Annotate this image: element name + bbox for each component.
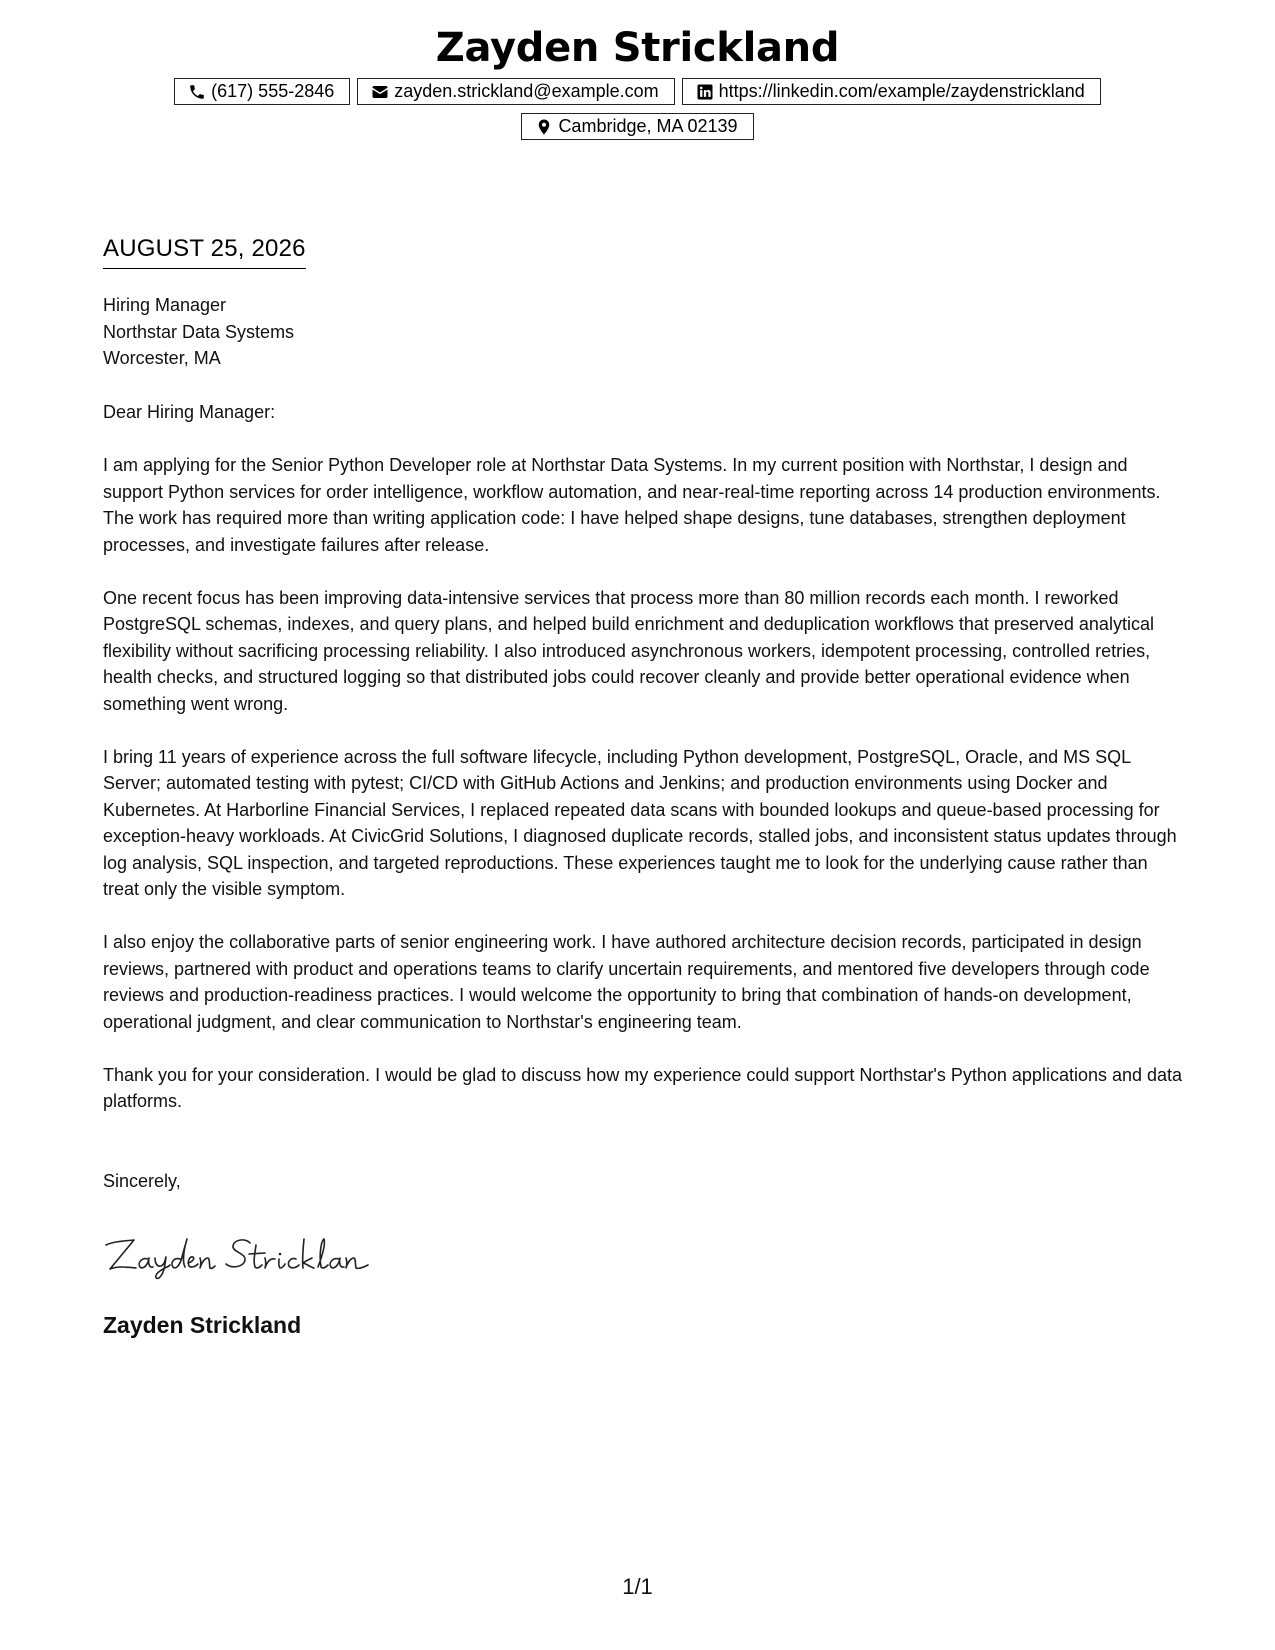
recipient-block — [103, 292, 294, 372]
handwritten-signature — [100, 1225, 380, 1283]
page-number: 1/1 — [622, 1574, 653, 1599]
body-paragraph-3: I bring 11 years of experience across the full software lifecycle, including Python development, PostgreSQL, Oracle, and MS SQL Server; automated testing with pytest; CI/CD with GitHub Actions and Jenkins; and production environments using Docker and Kubernetes. At Harborline Financial Services, I replaced repeated data scans with bounded lookups and queue-based processing for exception-heavy workloads. At CivicGrid Solutions, I diagnosed duplicate records, stalled jobs, and inconsistent status updates through log analysis, SQL inspection, and targeted reproductions. These experiences taught me to look for the underlying cause rather than treat only the visible symptom. — [103, 746, 1177, 899]
salutation: Dear Hiring Manager: — [103, 402, 276, 422]
phone-icon — [188, 83, 206, 101]
location-chip[interactable] — [521, 113, 753, 140]
envelope-icon — [371, 83, 389, 101]
recipient-location: Worcester, MA — [103, 348, 221, 368]
contact-row-primary — [0, 78, 1275, 105]
closing: Sincerely, — [103, 1171, 181, 1191]
recipient-company: Northstar Data Systems — [103, 321, 295, 342]
letter-body — [103, 399, 1183, 1141]
letter-header — [0, 18, 1275, 140]
contact-row-secondary — [0, 113, 1275, 140]
email-chip[interactable] — [357, 78, 674, 105]
map-marker-icon — [535, 118, 553, 136]
phone-chip[interactable] — [174, 78, 350, 105]
email-text: zayden.strickland@example.com — [394, 81, 659, 101]
phone-text: (617) 555-2846 — [211, 81, 335, 101]
linkedin-text: https://linkedin.com/example/zaydenstrickland — [718, 81, 1085, 101]
linkedin-chip[interactable] — [682, 78, 1101, 105]
letter-date: AUGUST 25, 2026 — [103, 233, 306, 269]
body-paragraph-5: Thank you for your consideration. I would be glad to discuss how my experience could support Northstar's Python applications and data platforms. — [103, 1064, 1183, 1111]
body-paragraph-1: I am applying for the Senior Python Developer role at Northstar Data Systems. In my current position with Northstar, I design and support Python services for order intelligence, workflow automation, and near-real-time reporting across 14 production environments. The work has required more than writing application code: I have helped shape designs, tune databases, strengthen deployment processes, and investigate failures after release. — [103, 455, 1161, 555]
recipient-title: Hiring Manager — [103, 295, 227, 315]
body-paragraph-2: One recent focus has been improving data-intensive services that process more than 80 million records each month. I reworked PostgreSQL schemas, indexes, and query plans, and helped build enrichment and deduplication workflows that preserved analytical flexibility without sacrificing processing reliability. I also introduced asynchronous workers, idempotent processing, controlled retries, health checks, and structured logging so that distributed jobs could recover cleanly and provide better operational evidence when something went wrong. — [103, 587, 1154, 714]
signer-name: Zayden Strickland — [103, 1312, 302, 1338]
linkedin-icon — [696, 83, 714, 101]
applicant-name: Zayden Strickland — [435, 25, 840, 71]
body-paragraph-4: I also enjoy the collaborative parts of senior engineering work. I have authored architecture decision records, participated in design reviews, partnered with product and operations teams to clarify uncertain requirements, and mentored five developers through code reviews and production-readiness practices. I would welcome the opportunity to bring that combination of hands-on development, operational judgment, and clear communication to Northstar's engineering team. — [103, 932, 1150, 1032]
location-text: Cambridge, MA 02139 — [558, 116, 738, 136]
